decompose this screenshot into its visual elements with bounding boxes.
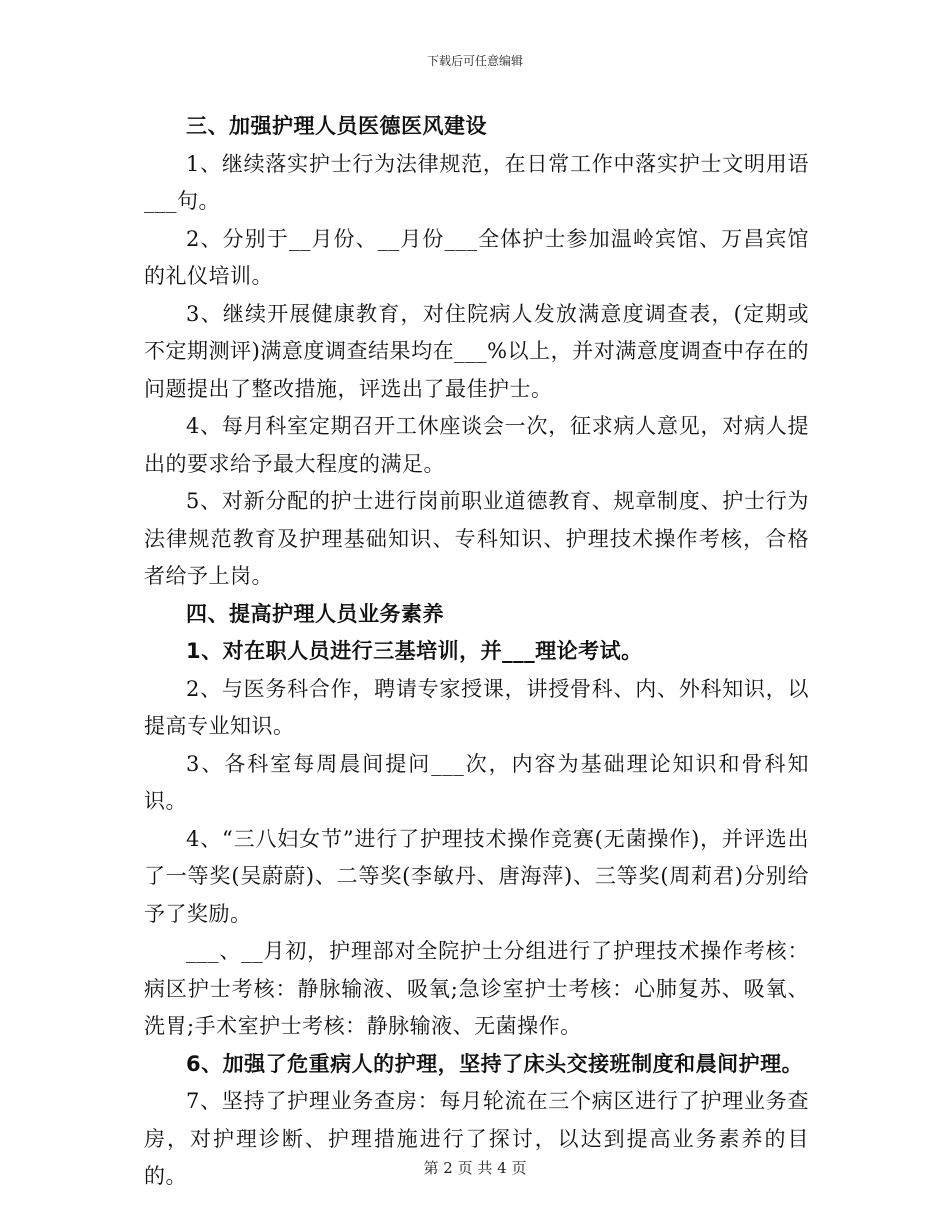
paragraph: ___、__月初，护理部对全院护士分组进行了护理技术操作考核：病区护士考核：静脉输液、吸氧;急诊室护士考核：心肺复苏、吸氧、洗胃;手术室护士考核：静脉输液、无菌操作。 bbox=[144, 939, 809, 1038]
section-heading-4: 四、提高护理人员业务素养 bbox=[186, 601, 444, 626]
paragraph: 4、每月科室定期召开工休座谈会一次，征求病人意见，对病人提出的要求给予最大程度的满足。 bbox=[144, 414, 809, 476]
paragraph-bold: 1、对在职人员进行三基培训，并___理论考试。 bbox=[186, 639, 643, 663]
paragraph: 3、继续开展健康教育，对住院病人发放满意度调查表，(定期或不定期测评)满意度调查结果均在___%以上，并对满意度调查中存在的问题提出了整改措施，评选出了最佳护士。 bbox=[144, 301, 809, 401]
paragraph: 3、各科室每周晨间提问___次，内容为基础理论知识和骨科知识。 bbox=[144, 751, 809, 813]
paragraph: 7、坚持了护理业务查房：每月轮流在三个病区进行了护理业务查房，对护理诊断、护理措施进行了探讨，以达到提高业务素养的目的。 bbox=[144, 1089, 809, 1188]
page-footer: 第 2 页 共 4 页 bbox=[423, 1159, 527, 1177]
paragraph: 5、对新分配的护士进行岗前职业道德教育、规章制度、护士行为法律规范教育及护理基础知识、专科知识、护理技术操作考核，合格者给予上岗。 bbox=[144, 489, 809, 588]
paragraph: 2、分别于__月份、__月份___全体护士参加温岭宾馆、万昌宾馆的礼仪培训。 bbox=[144, 226, 809, 288]
page-header: 下载后可任意编辑 bbox=[426, 54, 523, 68]
paragraph: 4、“三八妇女节”进行了护理技术操作竞赛(无菌操作)，并评选出了一等奖(吴蔚蔚)、二等奖(李敏丹、唐海萍)、三等奖(周莉君)分别给予了奖励。 bbox=[144, 826, 809, 926]
section-heading-3: 三、加强护理人员医德医风建设 bbox=[186, 114, 487, 138]
paragraph-bold: 6、加强了危重病人的护理，坚持了床头交接班制度和晨间护理。 bbox=[186, 1051, 804, 1076]
document-body bbox=[144, 108, 809, 1196]
paragraph: 1、继续落实护士行为法律规范，在日常工作中落实护士文明用语___句。 bbox=[144, 151, 809, 213]
paragraph: 2、与医务科合作，聘请专家授课，讲授骨科、内、外科知识，以提高专业知识。 bbox=[144, 676, 809, 738]
